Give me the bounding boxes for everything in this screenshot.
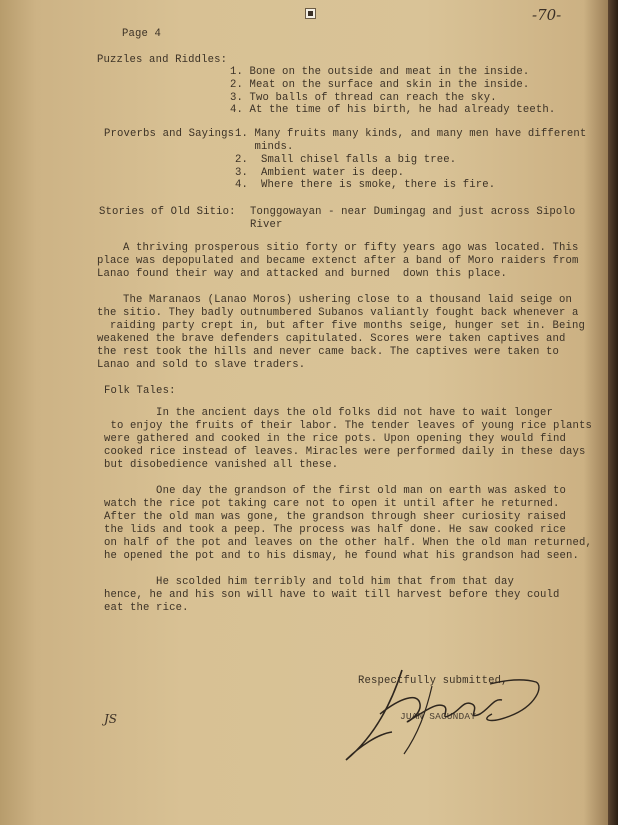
folk-tale-line: the lids and took a peep. The process was half done. He saw cooked rice (104, 524, 567, 536)
binding-edge (608, 0, 618, 825)
folk-tale-line: to enjoy the fruits of their labor. The tender leaves of young rice plants (104, 420, 593, 432)
folk-tale-line: but disobedience vanished all these. (104, 459, 339, 471)
folk-tale-line: In the ancient days the old folks did not have to wait longer (104, 407, 554, 419)
folk-tale-line: eat the rice. (104, 602, 189, 614)
riddles-heading: Puzzles and Riddles: (97, 54, 228, 66)
folk-tale-line: watch the rice pot taking care not to open it until after he returned. (104, 498, 560, 510)
proverb-item: 2. Small chisel falls a big tree. (235, 154, 457, 166)
proverb-item: 1. Many fruits many kinds, and many men have different (235, 128, 587, 140)
stories-location: River (250, 219, 283, 231)
typed-name: JUAN SAGUNDAY (400, 711, 477, 722)
page-label: Page 4 (122, 28, 162, 40)
story-paragraph-line: the rest took the hills and never came back. The captives were taken to (97, 346, 560, 358)
stories-location: Tonggowayan - near Dumingag and just across Sipolo (250, 206, 576, 218)
signature-icon (340, 662, 550, 772)
riddle-item: 1. Bone on the outside and meat in the inside. (230, 66, 530, 78)
folk-tale-line: on half of the pot and leaves on the other half. When the old man returned, (104, 537, 593, 549)
story-paragraph-line: Lanao and sold to slave traders. (97, 359, 306, 371)
folk-tale-line: were gathered and cooked in the rice pots. Upon opening they would find (104, 433, 567, 445)
typist-initials: JS (104, 712, 118, 726)
riddle-item: 2. Meat on the surface and skin in the inside. (230, 79, 530, 91)
story-paragraph-line: place was depopulated and became extenct after a band of Moro raiders from (97, 255, 579, 267)
proverbs-heading: Proverbs and Sayings (104, 128, 235, 140)
folk-tale-line: cooked rice instead of leaves. Miracles were performed daily in these days (104, 446, 586, 458)
scan-marker-icon (305, 8, 316, 19)
story-paragraph-line: A thriving prosperous sitio forty or fifty years ago was located. This (97, 242, 579, 254)
story-paragraph-line: raiding party crept in, but after five months seige, hunger set in. Being (97, 320, 586, 332)
stories-heading: Stories of Old Sitio: (99, 206, 236, 218)
folk-tale-line: He scolded him terribly and told him that from that day (104, 576, 514, 588)
folk-tale-line: hence, he and his son will have to wait till harvest before they could (104, 589, 560, 601)
handwritten-page-number: -70- (532, 6, 562, 24)
riddle-item: 4. At the time of his birth, he had already teeth. (230, 104, 556, 116)
story-paragraph-line: the sitio. They badly outnumbered Subanos valiantly fought back whenever a (97, 307, 579, 319)
folk-tale-line: After the old man was gone, the grandson through sheer curiosity raised (104, 511, 567, 523)
story-paragraph-line: Lanao found their way and attacked and burned down this place. (97, 268, 507, 280)
folk-tales-heading: Folk Tales: (104, 385, 176, 397)
closing-respectfully: Respectfully submitted, (358, 675, 508, 687)
proverb-item: 4. Where there is smoke, there is fire. (235, 179, 496, 191)
proverb-item: 3. Ambient water is deep. (235, 167, 405, 179)
folk-tale-line: he opened the pot and to his dismay, he found what his grandson had seen. (104, 550, 580, 562)
folk-tale-line: One day the grandson of the first old man on earth was asked to (104, 485, 567, 497)
story-paragraph-line: The Maranaos (Lanao Moros) ushering close to a thousand laid seige on (97, 294, 573, 306)
proverb-item: minds. (235, 141, 294, 153)
riddle-item: 3. Two balls of thread can reach the sky. (230, 92, 497, 104)
story-paragraph-line: weakened the brave defenders capitulated. Scores were taken captives and (97, 333, 566, 345)
